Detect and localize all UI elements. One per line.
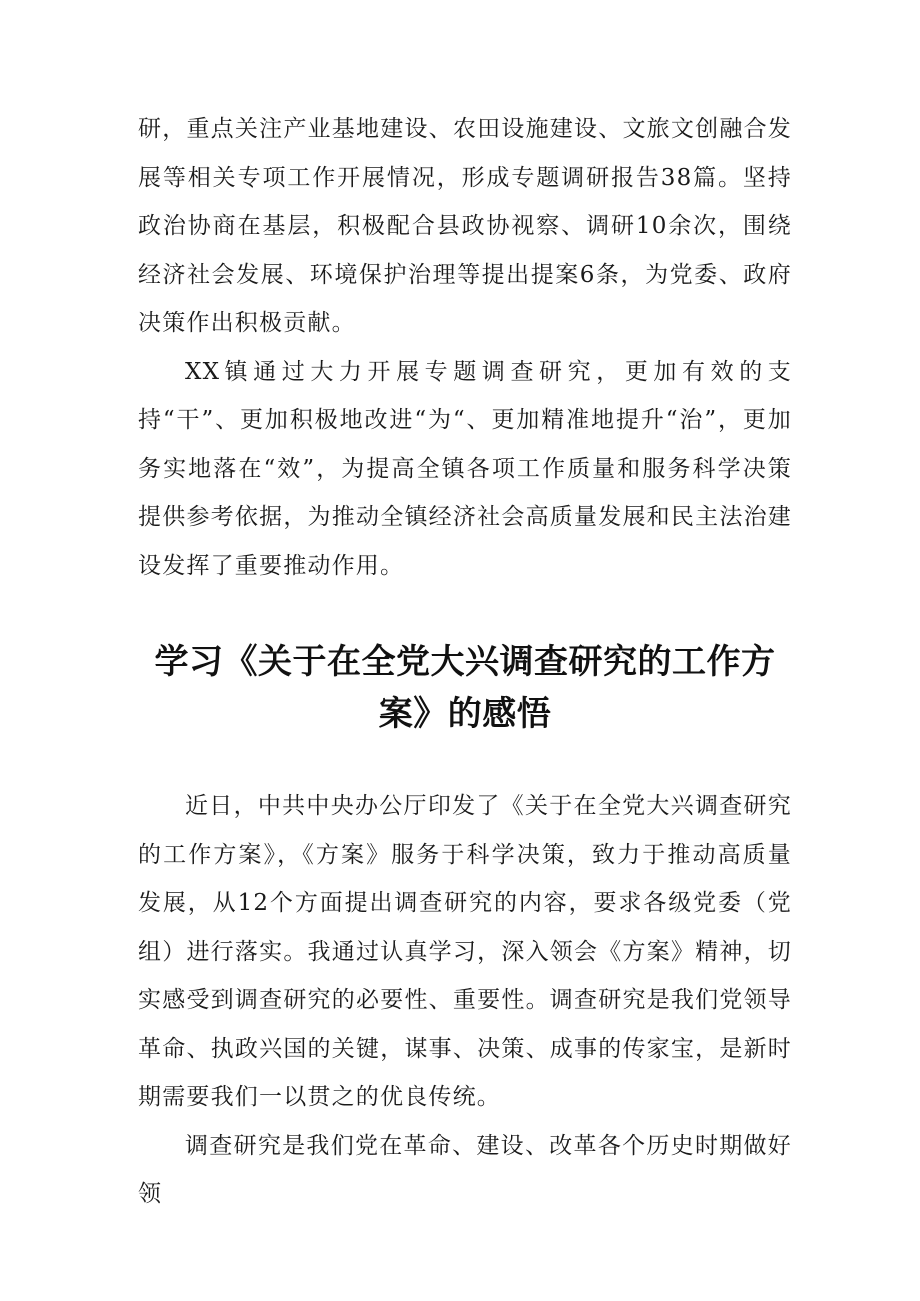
paragraph-xx-town: XX镇通过大力开展专题调查研究，更加有效的支持“干”、更加积极地改进“为“、更加精准地提升“治”，更加务实地落在“效”，为提高全镇各项工作质量和服务科学决策提供参考依据，为推动全镇经济社会高质量发展和民主法治建设发挥了重要推动作用。	[138, 358, 792, 579]
paragraph-intro: 近日，中共中央办公厅印发了《关于在全党大兴调查研究的工作方案》，《方案》服务于科学决策，致力于推动高质量发展，从12个方面提出调查研究的内容，要求各级党委（党组）进行落实。我通过认真学习，深入领会《方案》精神，切实感受到调查研究的必要性、重要性。调查研究是我们党领导革命、执政兴国的关键，谋事、决策、成事的传家宝，是新时期需要我们一以贯之的优良传统。	[138, 793, 792, 1110]
continuation-paragraph: 研，重点关注产业基地建设、农田设施建设、文旅文创融合发展等相关专项工作开展情况，形成专题调研报告38篇。坚持政治协商在基层，积极配合县政协视察、调研10余次，围绕经济社会发展、环境保护治理等提出提案6条，为党委、政府决策作出积极贡献。	[138, 116, 792, 336]
body-text-bottom	[138, 782, 792, 1219]
section-title	[120, 636, 810, 740]
section-title-line-1: 学习《关于在全党大兴调查研究的工作方	[154, 642, 776, 682]
section-title-line-2: 案》的感悟	[378, 694, 552, 734]
paragraph-last: 调查研究是我们党在革命、建设、改革各个历史时期做好领	[138, 1132, 792, 1207]
body-text-top	[138, 105, 792, 590]
